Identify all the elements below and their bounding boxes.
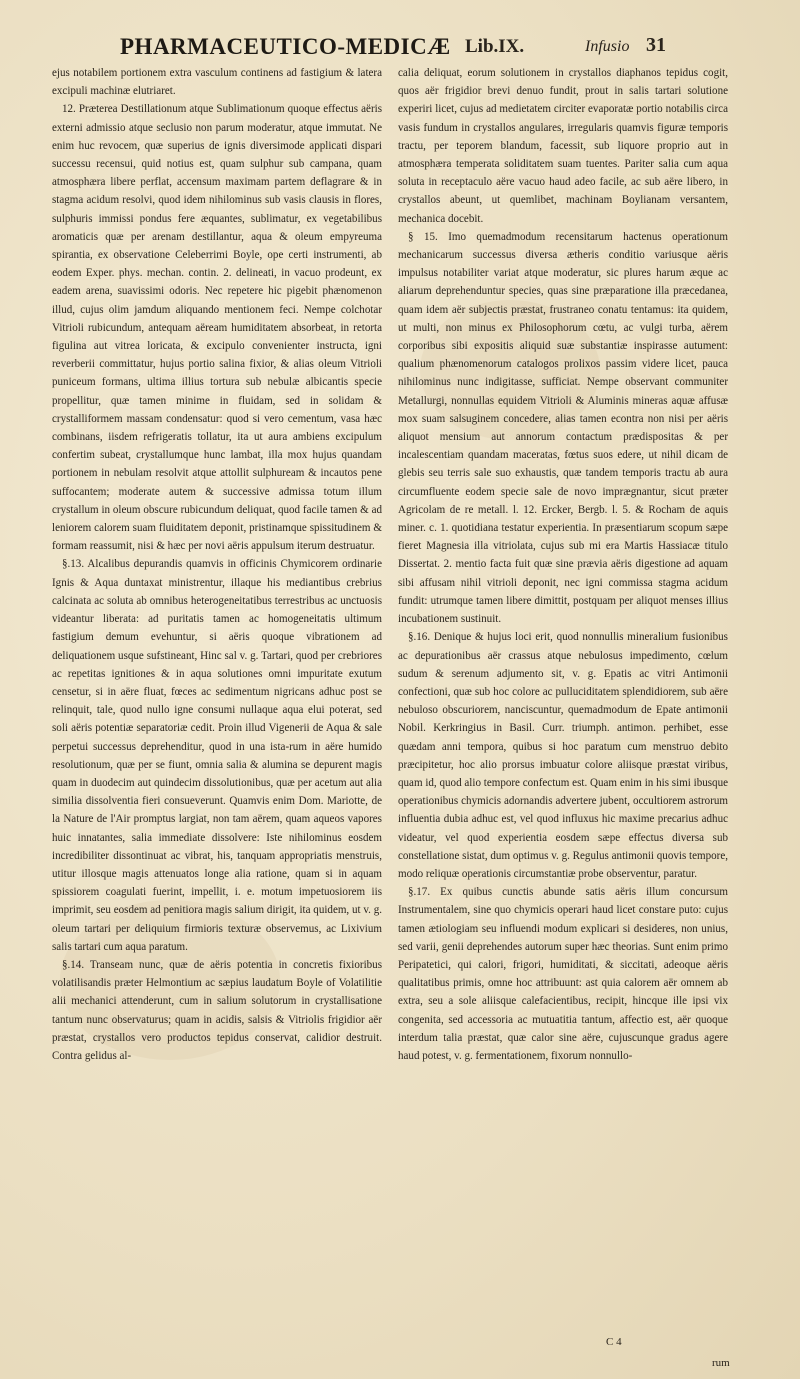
paragraph: §.16. Denique & hujus loci erit, quod nonnullis mineralium fusionibus ac depurationibus aër crassus atque nebulosus impedimento, cœlum sudum & serenum adjumento sit, v. g. Epatis ac vitri Antimonii confectioni, quæ sub hoc colore ac pulluciditatem splendidiorem, sub aëre nebuloso obscuriorem, nanciscuntur, quemadmodum de Epate antimonii Nobil. Kerkringius in Basil. Curr. triumph. antimon. perhibet, esse quædam anni tempora, quibus si hoc paratum cum menstruo debito præcipitetur, hoc alio prorsus imbuatur colore aliisque præstat viribus, quam id, quod alio tempore confectum est. Quam enim in his simi ibusque operationibus chymicis adornandis advertere jubent, occultiorem astrorum influentia dubia adhuc est, vel quod influxus hic maxime precarius adhuc videatur, vel quod experientia eosdem sæpe effectus diversa sub constellatione sistat, dum optimus v. g. Regulus antimonii quovis tempore, modo reliquæ operationis circumstantiæ probe observentur, paratur.	[398, 631, 728, 880]
running-head-section: Infusio	[585, 38, 630, 55]
running-head-book: Lib.IX.	[465, 36, 525, 57]
paragraph: §.14. Transeam nunc, quæ de aëris potentia in concretis fixioribus volatilisandis præter Helmontium ac sæpius laudatum Boyle of Volatilitie alii mechanici attenderunt, cum in salium solutorum in crystallisatione tantum nunc observaturus; quam in acidis, salsis & Vitriolis frigidior aër præstat, crystallos vero productos tepidus conservat, calidior destruit. Contra gelidus al-	[52, 958, 382, 1062]
catchword: rum	[712, 1357, 730, 1369]
paragraph: §.13. Alcalibus depurandis quamvis in officinis Chymicorem ordinarie Ignis & Aqua duntaxat ministrentur, illaque his mediantibus crebrius calcinata ac soluta ab omnibus heterogeneitatibus terrestribus ac unctuosis videantur liberata: ad puritatis tamen ac homogeneitatis ultimum fastigium demum evehuntur, si aëris quoque vibrationem ad deliquationem usque sufstineant, Hinc sal v. g. Tartari, quod per crebriores ac repetitas ignitiones & in aqua solutiones omni impuritate exutum censetur, si in aëre fluat, fœces ac sedimentum nigricans adhuc post se relinquit, tale, quod nullo igne consumi nullaque aqua elui poterat, sed soli aëris potentiæ separatoriæ cedit. Proin illud Vigenerii de Aqua & sale perpetui successus deprehenditur, quod in una ista-rum in aëre humido resolutionum, quæ per se fiunt, omnia salia & alumina se depurent magis quam in duodecim aut quindecim dissolutionibus, quæ per acetum aut alia similia dissolventia fieri consueverunt. Quamvis enim Dom. Mariotte, de la Nature de l'Air promptus largiat, non tam aërem, quam aqueos vapores huic innatantes, salia immediate dissolvere: Iste nihilominus eosdem incredibiliter dissontinuat ac vibrat, his, tanquam appropriatis menstruis, utitur illosque magis attenuatos longe alia ratione, quam si in aquam spissiorem coagulati fuerint, impellit, i. e. motum impetuosiorem iis imprimit, seu eosdem ad penitiora magis salium dirigit, ita quidem, ut v. g. oleum tartari per deliquium firmioris texturæ observemus, ac Lixivium salis tartari cum aqua paratum.	[52, 558, 382, 953]
running-head	[110, 28, 670, 66]
signature-mark: C 4	[606, 1336, 622, 1348]
paragraph: §.17. Ex quibus cunctis abunde satis aëris illum concursum Instrumentalem, sine quo chymicis operari haud licet constare puto: cujus tamen ætiologiam seu influendi modum explicari si desideres, non unius, sed varii, genii deprehendes autorum super hæc theorias. Sunt enim primo Peripatetici, qui calori, frigori, humiditati, & siccitati, adeoque aëris qualitatibus primis, omne hoc attribuunt: ast quia calorem aër omnem ab extra, seu a sole aliisque calefacientibus, recipit, hincque ille ipsi vix congenita, sed accessoria ac mutuatitia tantum, affectio est, aër quoque interdum talia præstat, quæ calor sine aëre, cujuscunque gradus agere haud potest, v. g. fermentationem, fixorum nonnullo-	[398, 886, 728, 1062]
paragraph: 12. Præterea Destillationum atque Sublimationum quoque effectus aëris externi admissio atque seclusio non parum moderatur, atque immutat. Ne enim huc revocem, quæ superius de ignis diversimode applicati dispari successu recensui, quid notius est, quam sulphur sub campana, quam atmosphæra libere perflat, accensum maximam partem deflagrare & in stagma acidum resolvi, quod idem nihilominus sub vasis clausis in flores, sulphuris immissi pondus fere æquantes, sublimatur, ex vegetabilibus aromaticis quæ per arenam destillantur, aqua & oleum empyreuma spirantia, ex observatione Celeberrimi Boyle, ope certi instrumenti, ab eodem Exper. phys. mechan. contin. 2. delineati, in vacuo prodeunt, ex eadem arena, suavissimi odoris. Nec repetere hic pigebit phænomenon illud, cujus olim jamdum aliquando mentionem feci. Nempe colchotar Vitrioli rubicundum, antequam aëream humiditatem absorbeat, in retorta figulina aut vitrea loricata, & excipulo convenienter instructa, igni reverberii committatur, hujus portio salina fixior, & alias oleum Vitrioli puniceum formans, ultima illius tortura sub nebulæ albicantis specie propellitur, quæ tamen minime in fluidam, sed in solidam & crystalliformem massam condensatur: quod si vero cementum, vasa hæc combinans, iisdem refrigeratis tollatur, ita ut aura ambiens excipulum confertim subeat, crystallumque hunc lambat, illa mox hujus quandam portionem in nebulam resolvit atque attollit sulphuream & incautos pene suffocantem; moderate autem & successive admissa totum illum crystallum in oleum obscure rubicundum deliquat, quod facile tamen & ad leniorem calorem suam fluiditatem deponit, pristinamque spissitudinem & formam reassumit, nisi & hæc per novi aëris appulsum iterum destruatur.	[52, 103, 382, 553]
left-column	[52, 64, 382, 1065]
running-head-title: PHARMACEUTICO-MEDICÆ	[120, 34, 451, 59]
paragraph: § 15. Imo quemadmodum recensitarum hactenus operationum mechanicarum successus diversa ætheris conditio variusque aëris impulsus notabiliter variat atque moderatur, sic plures harum æque ac aliarum deprehenduntur species, quas sine præparatione illa præcedanea, quam idem aër subjectis præstat, frustraneo conatu tentamus: ita quidem, ut multi, non minus ex Philosophorum cœtu, ac vulgi turba, aërem corporibus sibi expositis aliquid suæ substantiæ inspirasse autument: qualium phænomenorum catalogos prolixos passim videre licet, pauca nihilominus nunc indigitasse, sufficiat. Nempe observant communiter Metallurgi, nonnullas equidem Vitrioli & Aluminis mineras aquæ affusæ mox suam salsuginem concedere, alias tamen econtra non nisi per aëris aliquot mensium aut annorum contactum prædispositas & per incalescentiam quandam maceratas, fœtus suos edere, ut nihil dicam de glebis seu terris sale suo exhaustis, quæ tandem temporis tractu ab aura circumfluente eodem specie sale de novo imprægnantur, sicut præter Agricolam de re metall. l. 12. Ercker, Bergb. l. 5. & Rocham de aquis miner. c. 1. quotidiana testatur experientia. In præsentiarum scopum sæpe fieret Magnesia illa vitriolata, cujus sub mi era Martis Hassiacæ titulo Dissertat. 2. mentio facta fuit quæ sine prævia aëris digestione ad aquam sibi affusam nihil vitrioli deponit, nec igni commissa stagma acidum fundit: utrumque tamen libere dimittit, postquam per aliquot menses illius incubationem sustinuit.	[398, 230, 728, 626]
paragraph: calia deliquat, eorum solutionem in crystallos diaphanos tepidus cogit, quos aër frigidior brevi denuo fundit, prout in salis tartari solutione experiri licet, cujus ad medietatem circiter evaporatæ portio notabilis circa vasis fundum in crystallos angulares, irregularis quamvis figuræ temporis tractu, per teporem blandum, facessit, sub liquore proprio aut in atmosphæra temperata soliditatem suam tuentes. Pariter salia cum aqua soluta in receptaculo aëre vacuo haud adeo facile, ac sub aëre libero, in crystallos abeunt, ut quemlibet, machinam Boylianam versantem, mechanica docebit.	[398, 67, 728, 225]
right-column	[398, 64, 728, 1065]
page-number: 31	[646, 34, 666, 56]
paragraph: ejus notabilem portionem extra vasculum continens ad fastigium & latera excipuli machinæ elutriaret.	[52, 67, 382, 98]
